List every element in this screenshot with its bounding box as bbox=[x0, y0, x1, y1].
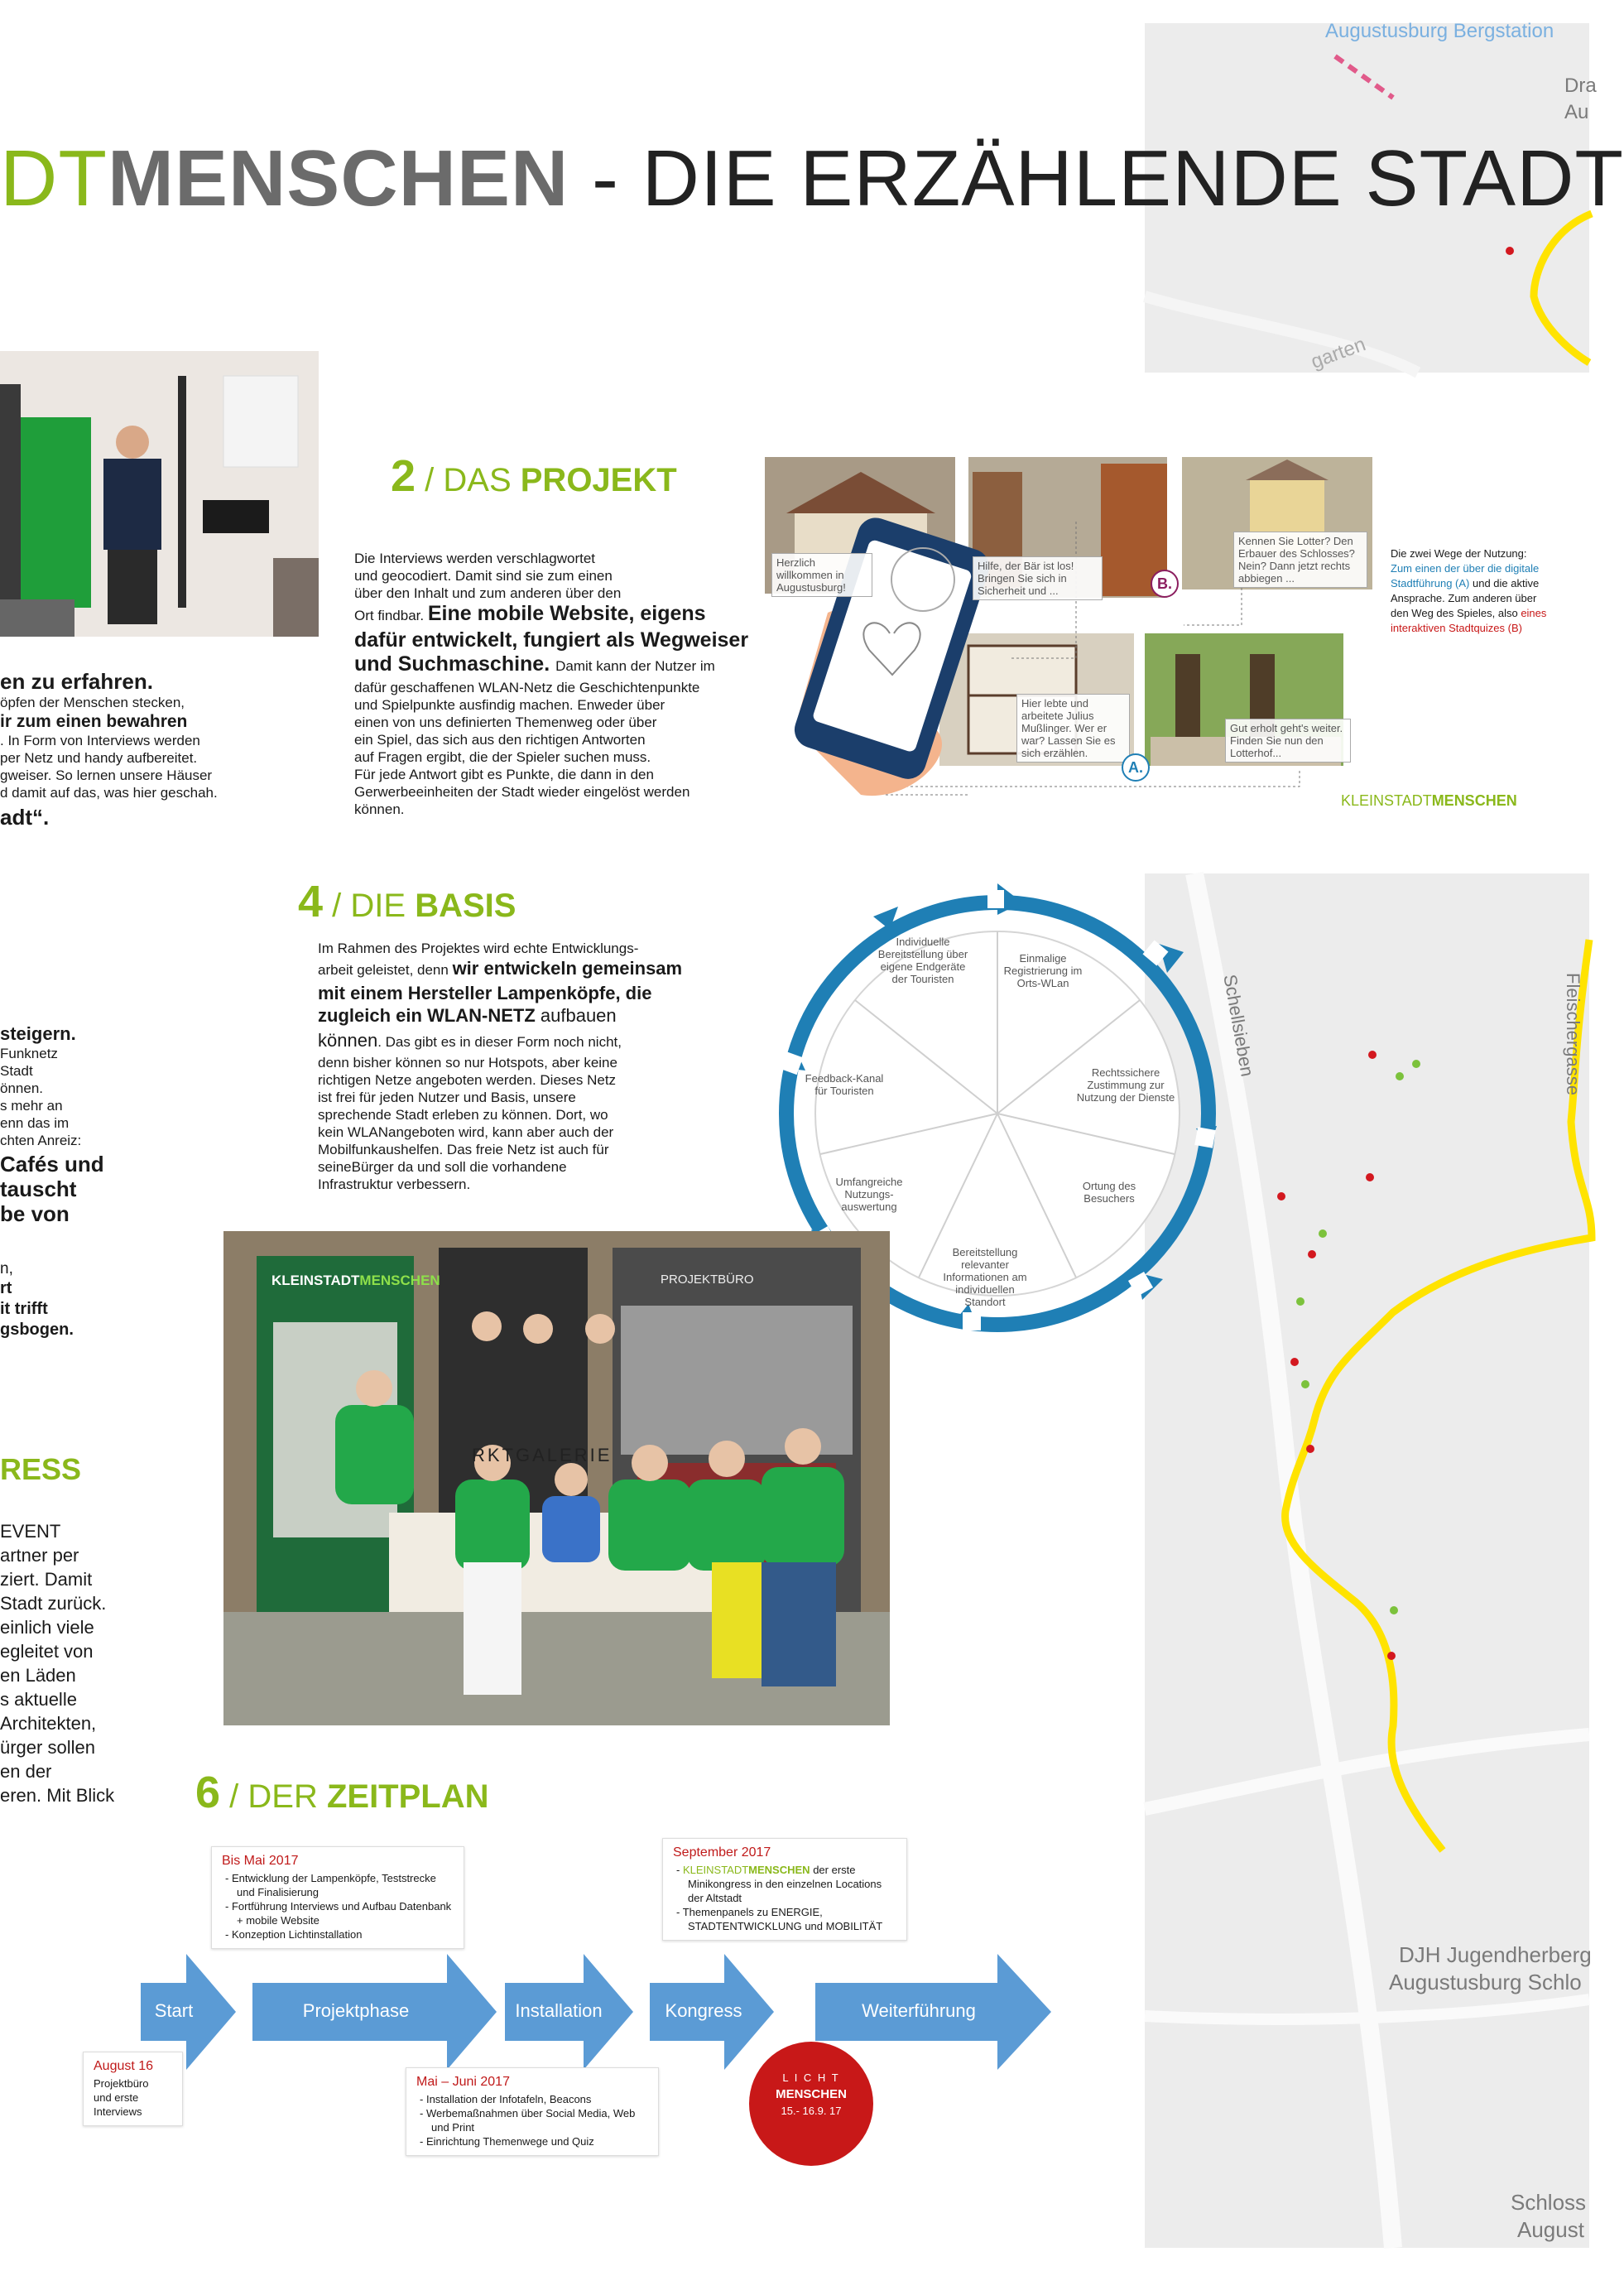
team-sign bbox=[271, 1273, 440, 1289]
s2-emph: dafür entwickelt, fungiert als Wegweiser bbox=[354, 628, 749, 652]
map-pin[interactable] bbox=[1306, 1445, 1314, 1453]
timeline-projektphase: Projektphase bbox=[302, 2000, 410, 2021]
mid-line: s mehr an bbox=[0, 1098, 63, 1114]
left-mid-text bbox=[0, 1023, 141, 1340]
box-item: - Installation der Infotafeln, Beacons bbox=[431, 2092, 648, 2106]
s4-line: Infrastruktur verbessern. bbox=[318, 1176, 471, 1192]
s2-line: und geocodiert. Damit sind sie zum einen bbox=[354, 568, 613, 584]
collage-brand bbox=[1341, 792, 1517, 810]
congress-line: s aktuelle bbox=[0, 1689, 77, 1710]
intro-line: d damit auf das, was hier geschah. bbox=[0, 785, 218, 801]
section2-number: 2 bbox=[391, 451, 416, 501]
sep-item-pre: KLEINSTADT bbox=[682, 1864, 749, 1876]
map-pin[interactable] bbox=[1368, 1051, 1377, 1059]
box-item: - Werbemaßnahmen über Social Media, Web und Print bbox=[431, 2106, 648, 2134]
s2-line: einen von uns definierten Themenweg oder über bbox=[354, 714, 657, 730]
s4-line: ist frei für jeden Nutzer und Basis, unsere bbox=[318, 1090, 576, 1105]
intro-line-bold: ir zum einen bewahren bbox=[0, 712, 188, 731]
lichtmenschen-circle bbox=[749, 2042, 873, 2166]
sep-item-post: der erste Minikongress in den einzelnen Locations der Altstadt bbox=[688, 1864, 882, 1904]
map-pin[interactable] bbox=[1296, 1297, 1304, 1306]
section2-heading bbox=[391, 451, 677, 501]
circle-line2: MENSCHEN bbox=[776, 2087, 847, 2101]
cycle-step-7: Individuelle Bereitstellung über eigene Endgeräte der Touristen bbox=[877, 936, 968, 985]
box-line: Projektbüro bbox=[94, 2077, 149, 2090]
map-pin[interactable] bbox=[1366, 1173, 1374, 1181]
s4-line: . Das gibt es in dieser Form noch nicht, bbox=[377, 1034, 622, 1050]
map-pin[interactable] bbox=[1290, 1358, 1299, 1366]
s4-emph: zugleich ein WLAN-NETZ bbox=[318, 1005, 541, 1026]
box-item: - Konzeption Lichtinstallation bbox=[237, 1927, 454, 1941]
s2-line: Die Interviews werden verschlagwortet bbox=[354, 551, 596, 566]
cycle-step-2: Rechtssichere Zustimmung zur Nutzung der Dienste bbox=[1076, 1066, 1175, 1104]
s2-line: und Spielpunkte ausfindig machen. Enweder über bbox=[354, 697, 665, 713]
map-label-fragment2: Au bbox=[1564, 101, 1589, 123]
studio-illustration bbox=[0, 351, 319, 637]
mid-line: önnen. bbox=[0, 1080, 43, 1096]
map-pin[interactable] bbox=[1387, 1652, 1396, 1660]
usage-note bbox=[1391, 546, 1548, 636]
box-head: Bis Mai 2017 bbox=[222, 1854, 299, 1868]
s4-emph: wir entwickeln gemeinsam bbox=[452, 958, 683, 979]
box-line: Interviews bbox=[94, 2105, 142, 2118]
usage-mid: und die aktive Ansprache. Zum anderen über den Weg des Spieles, also bbox=[1391, 577, 1540, 619]
intro-line: öpfen der Menschen stecken, bbox=[0, 695, 185, 710]
title-part2: MENSCHEN bbox=[107, 134, 569, 223]
congress-line: EVENT bbox=[0, 1521, 61, 1542]
intro-heading: en zu erfahren. bbox=[0, 669, 153, 694]
collage-caption-5: Gut erholt geht's weiter. Finden Sie nun den Lotterhof... bbox=[1225, 719, 1351, 763]
intro-closing: adt“. bbox=[0, 805, 50, 830]
timeline-kongress: Kongress bbox=[665, 2000, 742, 2021]
box-item: - Entwicklung der Lampenköpfe, Teststrecke und Finalisierung bbox=[237, 1871, 454, 1899]
cycle-step-1: Einmalige Registrierung im Orts-WLan bbox=[1003, 952, 1083, 989]
mid-line-bold: Cafés und bbox=[0, 1152, 104, 1176]
box-item: - Einrichtung Themenwege und Quiz bbox=[431, 2134, 648, 2148]
section4-name: BASIS bbox=[415, 888, 517, 924]
s2-line: Damit kann der Nutzer im bbox=[555, 658, 715, 674]
congress-line: en Läden bbox=[0, 1665, 76, 1686]
box-head: August 16 bbox=[94, 2059, 154, 2073]
section6-name: ZEITPLAN bbox=[326, 1778, 489, 1815]
s2-emph: und Suchmaschine. bbox=[354, 652, 556, 676]
map-pin[interactable] bbox=[1308, 1250, 1316, 1258]
usage-blue: Zum einen der über die digitale Stadtführung (A) bbox=[1391, 562, 1540, 589]
map-pin[interactable] bbox=[1319, 1229, 1327, 1238]
circle-line3: 15.- 16.9. 17 bbox=[781, 2105, 842, 2117]
box-line: und erste bbox=[94, 2091, 139, 2104]
s4-line: seineBürger da und soll die vorhandene bbox=[318, 1159, 567, 1175]
map-label-fragment1: Dra bbox=[1564, 75, 1597, 97]
s4-line: können bbox=[318, 1030, 378, 1051]
title-part1: DT bbox=[0, 134, 108, 223]
intro-text bbox=[0, 669, 248, 830]
map-pin[interactable] bbox=[1390, 1606, 1398, 1614]
s2-line: können. bbox=[354, 801, 405, 817]
s4-line: Im Rahmen des Projektes wird echte Entwicklungs- bbox=[318, 941, 639, 956]
congress-lines bbox=[0, 1519, 141, 1807]
s4-line: denn bisher können so nur Hotspots, aber keine bbox=[318, 1055, 617, 1071]
box-head: Mai – Juni 2017 bbox=[416, 2075, 510, 2089]
collage-caption-1: Herzlich willkommen in Augustusburg! bbox=[771, 553, 872, 597]
map-pin[interactable] bbox=[1396, 1072, 1404, 1080]
page-title bbox=[0, 134, 1624, 223]
map-pin[interactable] bbox=[1412, 1060, 1420, 1068]
s2-line: Ort findbar. bbox=[354, 608, 428, 623]
box-item: - Fortführung Interviews und Aufbau Datenbank + mobile Website bbox=[237, 1899, 454, 1927]
map-pin[interactable] bbox=[1506, 247, 1514, 255]
section4-heading bbox=[298, 879, 516, 924]
congress-line: egleitet von bbox=[0, 1641, 94, 1662]
map-pin[interactable] bbox=[1301, 1380, 1309, 1388]
timeline-box-sep bbox=[662, 1838, 907, 1941]
box-item: - Themenpanels zu ENERGIE, STADTENTWICKLUNG und MOBILITÄT bbox=[688, 1905, 896, 1933]
section4-number: 4 bbox=[298, 877, 324, 926]
circle-line1: L I C H T bbox=[782, 2071, 840, 2084]
team-gallery: RKTGALERIE bbox=[472, 1445, 613, 1465]
intro-line: per Netz und handy aufbereitet. bbox=[0, 750, 198, 766]
section2-name: PROJEKT bbox=[520, 462, 677, 498]
intro-line: gweiser. So lernen unsere Häuser bbox=[0, 767, 213, 783]
congress-line: eren. Mit Blick bbox=[0, 1785, 115, 1806]
section4-text bbox=[318, 940, 781, 1193]
usage-intro: Die zwei Wege der Nutzung: bbox=[1391, 547, 1527, 560]
team-office: PROJEKTBÜRO bbox=[661, 1273, 754, 1287]
cycle-step-4: Bereitstellung relevanter Informationen am individuellen Standort bbox=[943, 1246, 1027, 1308]
timeline-box-aug16 bbox=[83, 2052, 183, 2126]
section2-text bbox=[354, 550, 818, 818]
congress-line: ürger sollen bbox=[0, 1737, 95, 1758]
marker-a: A. bbox=[1122, 753, 1150, 782]
map-label-street1: Schellsieben bbox=[1219, 973, 1258, 1079]
mid-line-bold: steigern. bbox=[0, 1023, 76, 1044]
s4-line: arbeit geleistet, denn bbox=[318, 962, 453, 978]
s4-line: kein WLANangeboten wird, kann aber auch der bbox=[318, 1124, 614, 1140]
s4-line: sprechende Stadt erleben zu können. Dort, wo bbox=[318, 1107, 608, 1123]
timeline-start: Start bbox=[154, 2000, 194, 2021]
usage-red: eines interaktiven Stadtquizes (B) bbox=[1391, 607, 1547, 634]
section2-sep: / DAS bbox=[416, 462, 521, 498]
s2-emph: Eine mobile Website, eigens bbox=[427, 602, 706, 625]
cycle-step-3: Ortung des Besuchers bbox=[1082, 1180, 1136, 1205]
congress-line: Architekten, bbox=[0, 1713, 97, 1734]
team-illustration bbox=[223, 1231, 890, 1725]
congress-line: en der bbox=[0, 1761, 52, 1782]
mid-line: n, bbox=[0, 1260, 13, 1277]
mid-line: enn das im bbox=[0, 1115, 70, 1131]
s2-line: Gerwerbeeinheiten der Stadt wieder eingelöst werden bbox=[354, 784, 690, 800]
mid-line-bold: gsbogen. bbox=[0, 1321, 74, 1339]
box-head: September 2017 bbox=[673, 1845, 771, 1860]
section4-sep: / DIE bbox=[323, 888, 416, 924]
studio-photo bbox=[0, 351, 319, 637]
mid-line: Funknetz bbox=[0, 1046, 58, 1061]
congress-heading: RESS bbox=[0, 1452, 82, 1486]
section6-number: 6 bbox=[195, 1768, 221, 1817]
mid-line: Stadt bbox=[0, 1063, 33, 1079]
map-label-street2: Fleischergasse bbox=[1563, 973, 1583, 1095]
s4-line: aufbauen bbox=[540, 1005, 617, 1026]
mid-line-bold: rt bbox=[0, 1279, 12, 1297]
section6-heading bbox=[195, 1770, 489, 1815]
title-part3: - DIE ERZÄHLENDE STADT bbox=[569, 134, 1624, 223]
s2-line: auf Fragen ergibt, die der Spieler suchen muss. bbox=[354, 749, 651, 765]
collage-caption-3: Kennen Sie Lotter? Den Erbauer des Schlosses? Nein? Dann jetzt rechts abbiegen ... bbox=[1233, 532, 1367, 588]
congress-line: einlich viele bbox=[0, 1617, 94, 1638]
sep-item-bold: MENSCHEN bbox=[748, 1864, 810, 1876]
map-label-station: Augustusburg Bergstation bbox=[1325, 20, 1554, 42]
s4-line: Mobilfunkaushelfen. Das freie Netz ist auch für bbox=[318, 1142, 609, 1157]
left-congress-text bbox=[0, 1453, 141, 1807]
congress-line: artner per bbox=[0, 1545, 79, 1566]
section6-sep: / DER bbox=[220, 1778, 327, 1815]
congress-line: Stadt zurück. bbox=[0, 1593, 107, 1614]
s2-line: dafür geschaffenen WLAN-Netz die Geschichtenpunkte bbox=[354, 680, 700, 695]
box-item bbox=[682, 1863, 896, 1905]
map-label-hostel1: DJH Jugendherberg bbox=[1399, 1942, 1592, 1967]
timeline-box-juni bbox=[406, 2067, 659, 2156]
marker-b: B. bbox=[1151, 570, 1179, 598]
cycle-step-5: Umfangreiche Nutzungs-auswertung bbox=[835, 1176, 903, 1213]
mid-line-bold: be von bbox=[0, 1201, 70, 1226]
map-label-hostel2: Augustusburg Schlo bbox=[1389, 1970, 1582, 1994]
cycle-step-6: Feedback-Kanal für Touristen bbox=[805, 1072, 884, 1097]
mid-line: chten Anreiz: bbox=[0, 1133, 82, 1148]
sign-pre: KLEINSTADT bbox=[271, 1273, 360, 1288]
collage-caption-2: Hilfe, der Bär ist los! Bringen Sie sich in Sicherheit und ... bbox=[973, 556, 1103, 600]
team-photo bbox=[223, 1231, 890, 1725]
map-pin[interactable] bbox=[1277, 1192, 1285, 1200]
s2-line: über den Inhalt und zum anderen über den bbox=[354, 585, 622, 601]
mid-line-bold: tauscht bbox=[0, 1176, 77, 1201]
s4-emph: mit einem Hersteller Lampenköpfe, die bbox=[318, 983, 652, 1003]
mid-line-bold: it trifft bbox=[0, 1300, 48, 1318]
s4-line: richtigen Netze angeboten werden. Dieses Netz bbox=[318, 1072, 617, 1088]
collage-caption-4: Hier lebte und arbeitete Julius Mußlinger. Wer er war? Lassen Sie es sich erzählen. bbox=[1016, 694, 1130, 763]
map-label-castle2: August bbox=[1517, 2217, 1584, 2242]
sign-post: MENSCHEN bbox=[359, 1273, 440, 1288]
s2-line: ein Spiel, das sich aus den richtigen Antworten bbox=[354, 732, 646, 748]
timeline-installation: Installation bbox=[515, 2000, 603, 2021]
timeline-weiterfuehrung: Weiterführung bbox=[862, 2000, 976, 2021]
map-label-castle1: Schloss bbox=[1511, 2190, 1587, 2215]
congress-line: ziert. Damit bbox=[0, 1569, 93, 1590]
s2-line: Für jede Antwort gibt es Punkte, die dann in den bbox=[354, 767, 654, 782]
brand-post: MENSCHEN bbox=[1431, 792, 1517, 809]
map-label-street: garten bbox=[1308, 333, 1369, 373]
intro-line: . In Form von Interviews werden bbox=[0, 733, 200, 748]
brand-pre: KLEINSTADT bbox=[1341, 792, 1432, 809]
timeline-box-mai bbox=[211, 1846, 464, 1949]
